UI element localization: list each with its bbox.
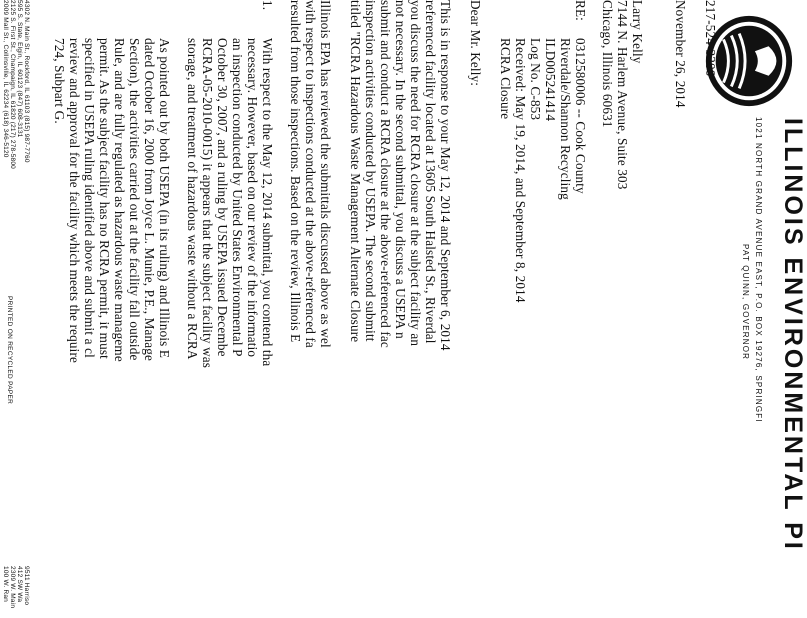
agency-address: 1021 NORTH GRAND AVENUE EAST, P.O. BOX 19276, SPRINGFI	[754, 117, 763, 423]
phone-number: 217-524-3300	[703, 0, 718, 77]
agency-name: ILLINOIS ENVIRONMENTAL PI	[779, 118, 807, 552]
recipient-line: Chicago, Illinois 60631	[600, 0, 615, 128]
para1-line: submit and conduct a RCRA closure at the above-referenced fac	[378, 0, 393, 348]
item1-line: necessary. However, based on our review of the informatio	[245, 38, 260, 358]
footer-office-address: 412 SW Wa	[16, 566, 23, 603]
re-line: Riverdale/Shannon Recycling	[558, 38, 573, 200]
item1-line: specified in USEPA ruling identified above and submit a cl	[82, 38, 97, 358]
item1-line: Section), the activities carried out at the facility fall outside	[127, 38, 142, 361]
item1-line: October 30, 2007, and a ruling by USEPA issued Decembe	[215, 38, 230, 357]
item1-line: permit. As the subject facility has no RCRA permit, it must	[97, 38, 112, 359]
recycled-paper-note: PRINTED ON RECYCLED PAPER	[6, 296, 13, 405]
item1-line: storage, and treatment of hazardous waste without a RCRA	[185, 38, 200, 360]
item1-line: 724, Subpart G.	[52, 38, 67, 124]
footer-office-address: 2309 W. Main	[9, 566, 16, 609]
para1-line: referenced facility located at 13605 South Halsted St., Riverdal	[423, 0, 438, 344]
re-line: Received: May 19, 2014, and September 8, 2014	[513, 38, 528, 303]
item1-line: With respect to the May 12, 2014 submittal, you contend tha	[260, 38, 275, 367]
item1-line: Rule, and are fully regulated as hazardous waste manageme	[112, 38, 127, 362]
para1-line: not necessary. In the second submittal, you discuss a USEPA n	[393, 0, 408, 339]
governor-name: PAT QUINN, GOVERNOR	[741, 244, 750, 361]
recipient-line: 7144 N. Harlem Avenue, Suite 303	[615, 0, 630, 190]
para2-line: with respect to inspections conducted at the above-referenced fa	[303, 0, 318, 348]
item-number: 1.	[260, 0, 275, 11]
letter-date: November 26, 2014	[673, 0, 688, 108]
para1-line: inspection activities conducted by USEPA. The second submitt	[363, 0, 378, 342]
re-line: 0312580006 -- Cook County	[573, 38, 588, 194]
item1-line: an inspection conducted by United States Environmental P	[230, 38, 245, 357]
para2-line: resulted from those inspections. Based on the review, Illinois E	[288, 0, 303, 343]
footer-office-address: 100 W. Ran	[2, 566, 9, 602]
footer-office-address: 2009 Mall St., Collinsville, IL 62234 (618) 346-5120	[2, 0, 9, 158]
item1-line: review and approval for the facility which meets the require	[67, 38, 82, 364]
re-line: RCRA Closure	[498, 38, 513, 120]
salutation: Dear Mr. Kelly:	[468, 0, 483, 87]
item1-line: RCRA-05-2010-0015) it appears that the subject facility was	[200, 38, 215, 369]
item1-line: dated October 16, 2000 from Joyce L. Munie, P.E., Manage	[142, 38, 157, 361]
footer-office-address: 2125 S. First St., Champaign, IL 61820 (217) 278-5800	[9, 0, 16, 169]
para1-line: you discuss the need for RCRA closure at the subject facility an	[408, 0, 423, 347]
recipient-line: Larry Kelly	[630, 0, 645, 64]
footer-office-address: 4302 N. Main St., Rockford, IL 61103 (815) 987-7760	[23, 0, 30, 163]
para2-line: Illinois EPA has reviewed the submittals discussed above as wel	[318, 0, 333, 348]
item1-line: As pointed out by both USEPA (in its ruling) and Illinois E	[157, 38, 172, 359]
footer-office-address: 9511 Harriso	[23, 566, 30, 606]
para1-line: This is in response to your May 12, 2014 and September 6, 2014	[438, 0, 453, 351]
re-line: Log No. C-853	[528, 38, 543, 121]
para1-line: titled "RCRA Hazardous Waste Management Alternate Closure	[348, 0, 363, 343]
re-label: RE:	[573, 0, 588, 21]
re-line: ILD005241414	[543, 38, 558, 122]
footer-office-address: 595 S. State, Elgin, IL 60123 (847) 608-3131	[16, 0, 23, 138]
